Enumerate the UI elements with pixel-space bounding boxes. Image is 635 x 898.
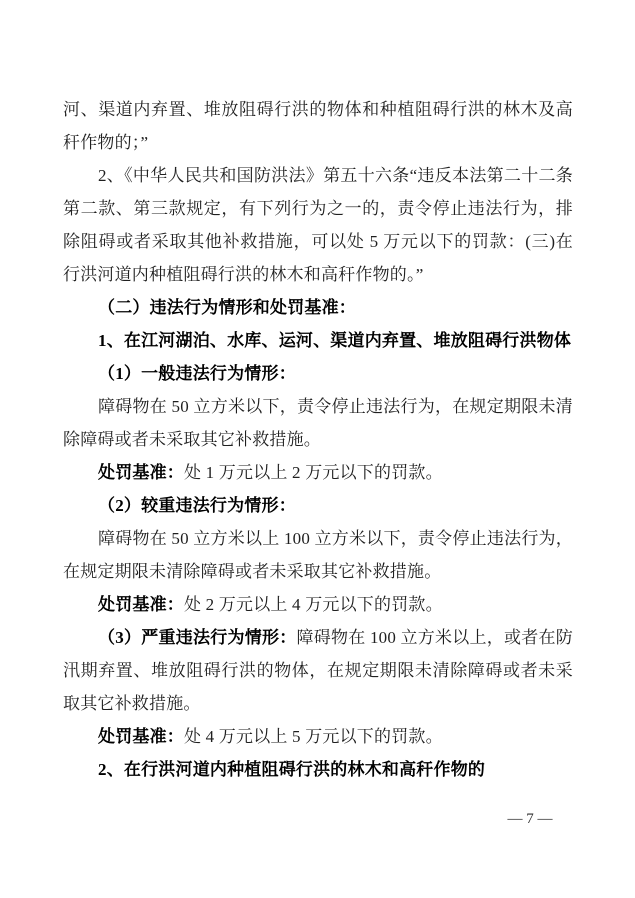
paragraph xyxy=(63,390,573,456)
paragraph-text: 障碍物在 100 立方米以上，或者在防汛期弃置、堆放阻碍行洪的物体，在规定期限未清除障碍或者未采取其它补救措施。 xyxy=(63,628,573,713)
heading-text: 2、在行洪河道内种植阻碍行洪的林木和高秆作物的 xyxy=(98,760,486,779)
penalty-label: 处罚基准： xyxy=(98,463,184,482)
paragraph-text: 障碍物在 50 立方米以下，责令停止违法行为，在规定期限未清除障碍或者未采取其它补救措施。 xyxy=(63,397,573,449)
penalty-paragraph xyxy=(63,720,573,753)
paragraph xyxy=(63,621,573,720)
subitem-heading xyxy=(63,357,573,390)
paragraph xyxy=(63,159,573,291)
heading-text: （二）违法行为情形和处罚基准： xyxy=(98,298,356,317)
paragraph-text: 处 4 万元以上 5 万元以下的罚款。 xyxy=(184,727,443,746)
penalty-paragraph xyxy=(63,456,573,489)
paragraph-text: 2、《中华人民共和国防洪法》第五十六条“违反本法第二十二条第二款、第三款规定，有下列行为之一的，责令停止违法行为，排除阻碍或者采取其他补救措施，可以处 5 万元以下的罚款：(三)在行洪河道内种植阻碍行洪的林木和高秆作物的。” xyxy=(63,166,573,284)
subitem-heading xyxy=(63,489,573,522)
document-body xyxy=(63,0,573,786)
heading-text: （1）一般违法行为情形： xyxy=(98,364,296,383)
paragraph xyxy=(63,522,573,588)
page-number: — 7 — xyxy=(507,811,553,827)
paragraph-text: 河、渠道内弃置、堆放阻碍行洪的物体和种植阻碍行洪的林木及高秆作物的；” xyxy=(63,100,573,152)
subitem-label: （3）严重违法行为情形： xyxy=(98,628,297,647)
penalty-label: 处罚基准： xyxy=(98,595,184,614)
paragraph-text: 处 1 万元以上 2 万元以下的罚款。 xyxy=(184,463,443,482)
paragraph-continued xyxy=(63,93,573,159)
item-heading xyxy=(63,324,573,357)
heading-text: 1、在江河湖泊、水库、运河、渠道内弃置、堆放阻碍行洪物体 xyxy=(98,331,572,350)
paragraph-text: 处 2 万元以上 4 万元以下的罚款。 xyxy=(184,595,443,614)
section-heading xyxy=(63,291,573,324)
penalty-label: 处罚基准： xyxy=(98,727,184,746)
heading-text: （2）较重违法行为情形： xyxy=(98,496,296,515)
penalty-paragraph xyxy=(63,588,573,621)
paragraph-text: 障碍物在 50 立方米以上 100 立方米以下，责令停止违法行为，在规定期限未清除障碍或者未采取其它补救措施。 xyxy=(63,529,573,581)
item-heading xyxy=(63,753,573,786)
